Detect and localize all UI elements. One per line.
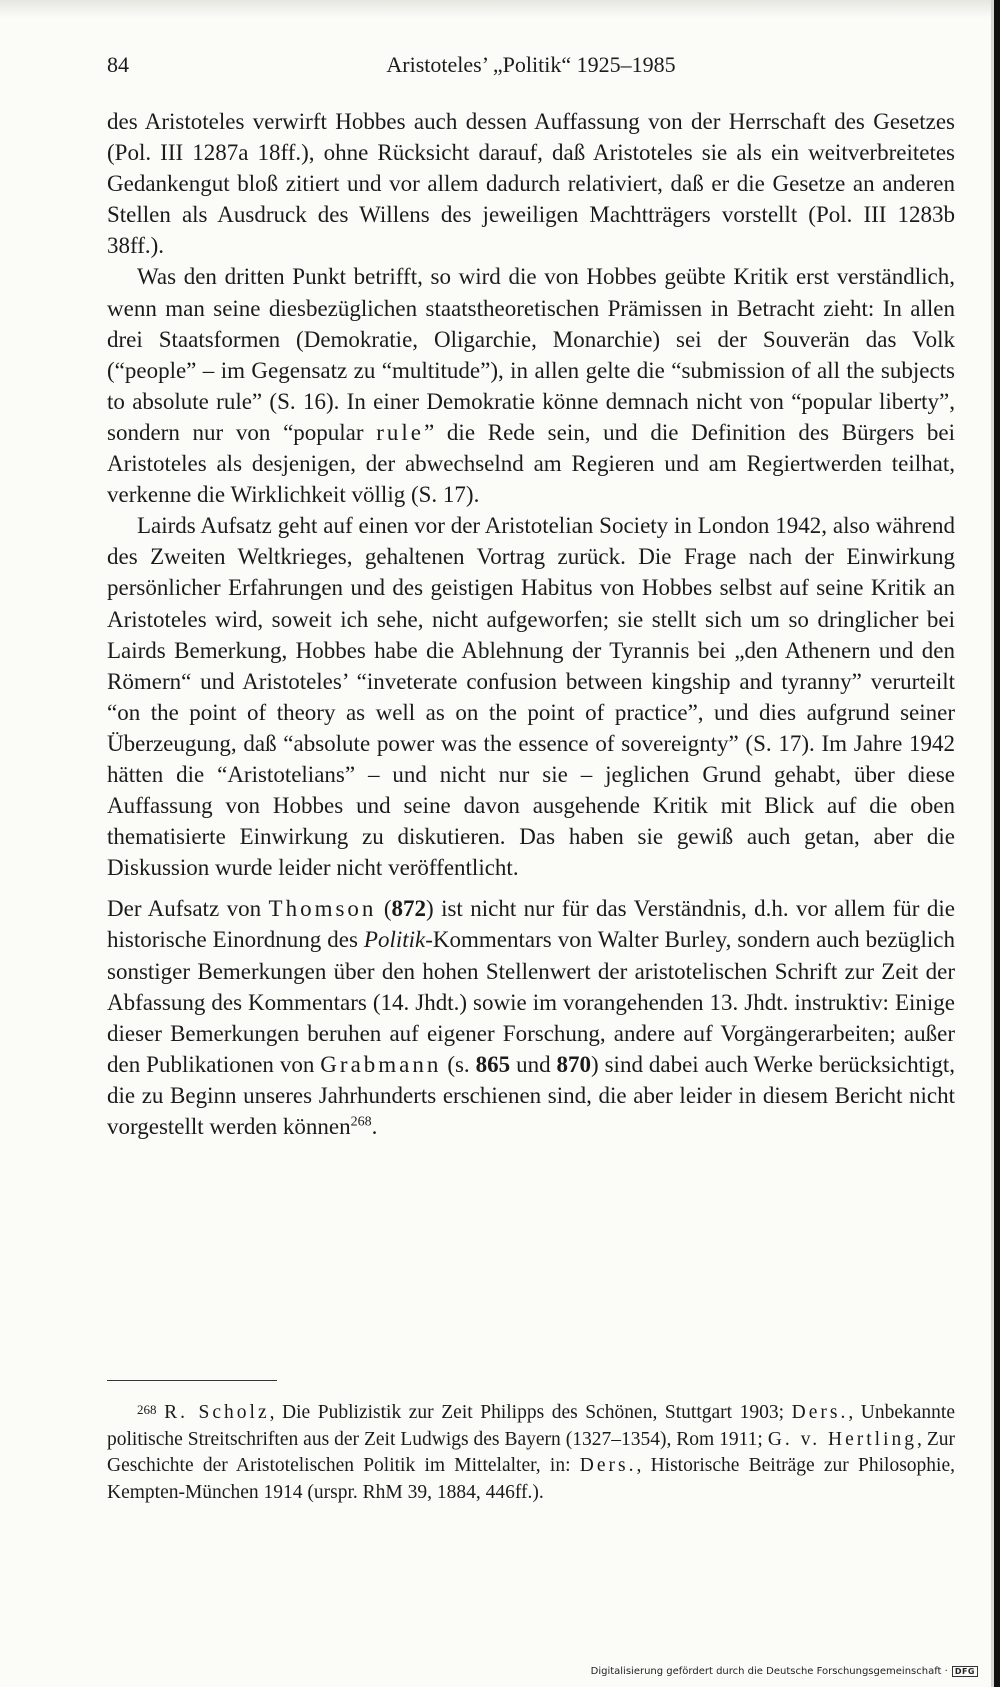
page-header bbox=[107, 52, 955, 86]
footnote-ref-268[interactable]: 268 bbox=[350, 1114, 372, 1130]
paragraph-4 bbox=[107, 893, 955, 1142]
digitization-notice: Digitalisierung gefördert durch die Deutsche Forschungsgemeinschaft · bbox=[590, 1666, 948, 1677]
paragraph-2-spaced-rule: rule bbox=[376, 419, 425, 445]
author-ders-1: Ders. bbox=[791, 1402, 849, 1423]
footnote-text-4: , Zur Geschichte der Aristotelischen Politik im Mittelalter, in: bbox=[107, 1428, 955, 1476]
paragraph-4-text-c: ) ist nicht nur für das Verständnis, d.h. vor allem für die historische Einordnung des bbox=[107, 896, 955, 953]
scan-top-shadow bbox=[0, 0, 994, 18]
paragraph-4-text-e: (s. bbox=[441, 1051, 476, 1077]
paragraph-4-text-g: ) sind dabei auch Werke berücksichtigt, die zu Beginn unseres Jahrhunderts erschienen sind, die aber leider in diesem Bericht nicht vorgestellt werden können bbox=[107, 1051, 955, 1139]
paragraph-2 bbox=[107, 261, 955, 510]
footnote-rule bbox=[107, 1380, 277, 1381]
footnote-text-2: , Die Publizistik zur Zeit Philipps des Schönen, Stuttgart 1903; bbox=[269, 1402, 792, 1423]
running-title: Aristoteles’ „Politik“ 1925–1985 bbox=[386, 52, 676, 77]
paragraph-3: Lairds Aufsatz geht auf einen vor der Aristotelian Society in London 1942, also während des Zweiten Weltkrieges, gehaltenen Vortrag zurück. Die Frage nach der Einwirkung persönlicher Erfahrungen und des geistigen Habitus von Hobbes selbst auf seine Kritik an Aristoteles wird, soweit ich sehe, nicht aufgeworfen; sie stellt sich um so dringlicher bei Lairds Bemerkung, Hobbes habe die Ablehnung der Tyrannis bei „den Athenern und den Römern“ und Aristoteles’ “inveterate confusion between kingship and tyranny” verurteilt “on the point of theory as well as on the point of practice”, und dies aufgrund seiner Überzeugung, daß “absolute power was the essence of sovereignty” (S. 17). Im Jahre 1942 hätten die “Aristotelians” – und nicht nur sie – jeglichen Grund gehabt, über diese Auffassung von Hobbes und seine davon ausgehende Kritik mit Blick auf die oben thematisierte Einwirkung zu diskutieren. Das haben sie gewiß auch getan, aber die Diskussion wurde leider nicht veröffentlicht. bbox=[107, 513, 955, 881]
footnote-number: 268 bbox=[137, 1402, 157, 1417]
author-hertling: G. v. Hertling bbox=[767, 1428, 918, 1450]
footnote-space bbox=[157, 1402, 165, 1423]
paragraph-4-text-b: ( bbox=[376, 896, 392, 922]
main-text bbox=[107, 106, 955, 1142]
page-number: 84 bbox=[107, 52, 129, 77]
ref-865: 865 bbox=[475, 1051, 511, 1077]
footnote-268 bbox=[107, 1397, 955, 1506]
paragraph-4-text-f: und bbox=[510, 1051, 557, 1077]
dfg-logo: DFG bbox=[952, 1666, 978, 1677]
author-scholz: R. Scholz bbox=[164, 1402, 270, 1423]
paragraph-4-text-a: Der Aufsatz von bbox=[107, 896, 269, 922]
title-politik: Politik bbox=[363, 927, 426, 953]
author-ders-2: Ders. bbox=[579, 1455, 637, 1476]
author-grabmann: Grabmann bbox=[320, 1051, 442, 1077]
paragraph-4-end: . bbox=[371, 1114, 378, 1139]
paragraph-1: des Aristoteles verwirft Hobbes auch dessen Auffassung von der Herrschaft des Gesetzes (Pol. III 1287a 18ff.), ohne Rücksicht darauf, daß Aristoteles sie als ein weitverbreitetes Gedankengut bloß zitiert und vor allem dadurch relativiert, daß er die Gesetze an anderen Stellen als Ausdruck des Willens des jeweiligen Machtträgers vorstellt (Pol. III 1283b 38ff.). bbox=[107, 109, 955, 259]
ref-870: 870 bbox=[556, 1051, 591, 1077]
footnote-text bbox=[107, 1397, 955, 1506]
paragraph-2-text-a: Was den dritten Punkt betrifft, so wird die von Hobbes geübte Kritik erst verständlich, wenn man seine diesbezüglichen staatstheoretischen Prämissen in Betracht zieht: In allen drei Staatsformen (Demokratie, Oligarchie, Monarchie) sei der Souverän das Volk (“people” – im Gegensatz zu “multitude”), in allen gelte die “submission of all the subjects to absolute rule” (S. 16). In einer Demokratie könne demnach nicht von “popular liberty”, sondern nur von “popular bbox=[107, 264, 955, 445]
footnote-text-3: , Unbekannte politische Streitschriften aus der Zeit Ludwigs des Bayern (1327–1354), Rom 1911; bbox=[107, 1402, 955, 1450]
ref-872: 872 bbox=[391, 896, 426, 922]
paragraph-2-text-b: ” die Rede sein, und die Definition des Bürgers bei Aristoteles als desjenigen, der abwechselnd am Regieren und am Regiertwerden teilhat, verkenne die Wirklichkeit völlig (S. 17). bbox=[107, 419, 955, 508]
scan-page-edge bbox=[994, 0, 1000, 1687]
paragraph-4-text-d: -Kommentars von Walter Burley, sondern auch bezüglich sonstiger Bemerkungen über den hohen Stellenwert der aristotelischen Schrift zur Zeit der Abfassung des Kommentars (14. Jhdt.) sowie im vorangehenden 13. Jhdt. instruktiv: Einige dieser Bemerkungen beruhen auf eigener Forschung, andere auf Vorgängerarbeiten; außer den Publikationen von bbox=[107, 927, 955, 1077]
digitization-footer bbox=[591, 1666, 978, 1677]
author-thomson: Thomson bbox=[268, 896, 377, 922]
footnote-text-5: , Historische Beiträge zur Philosophie, Kempten-München 1914 (urspr. RhM 39, 1884, 446ff.). bbox=[107, 1455, 956, 1503]
